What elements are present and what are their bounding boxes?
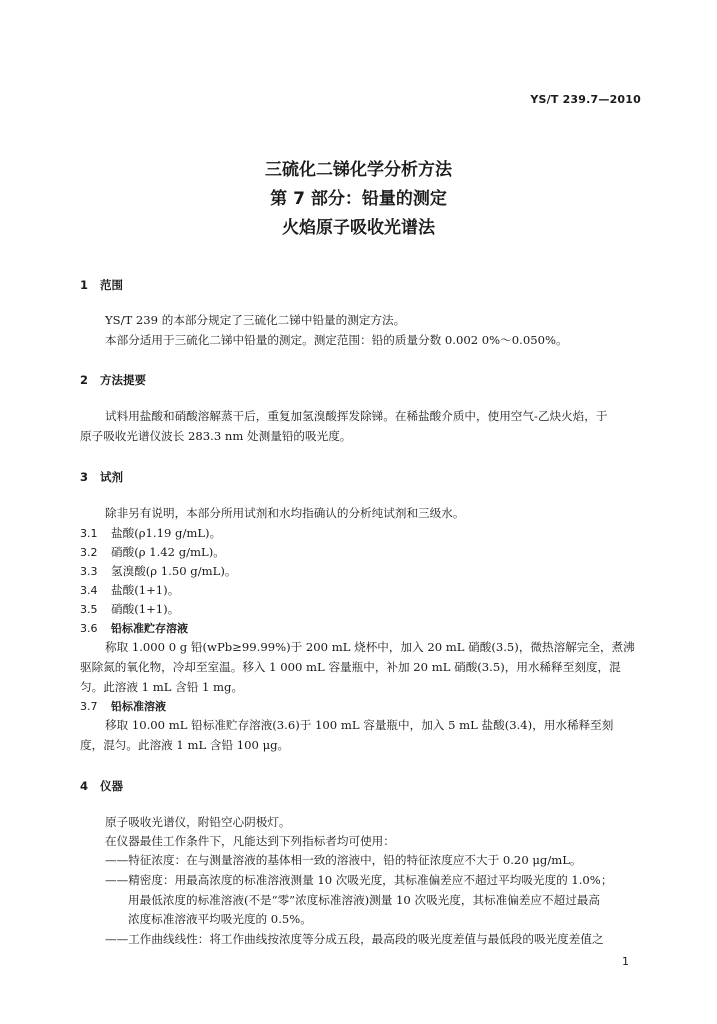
item-number: 3.3 xyxy=(80,565,98,578)
section-4-bullet-1: ——特征浓度：在与测量溶液的基体相一致的溶液中，铅的特征浓度应不大于 0.20 μg/mL。 xyxy=(105,853,582,867)
reagent-item xyxy=(80,563,236,580)
item-3-6-line-2: 驱除氮的氧化物，冷却至室温。移入 1 000 mL 容量瓶中，补加 20 mL 硝酸(3.5)，用水稀释至刻度，混 xyxy=(80,660,621,674)
item-3-7-line-2: 度，混匀。此溶液 1 mL 含铅 100 μg。 xyxy=(80,738,290,752)
item-text: 硝酸(1+1)。 xyxy=(111,602,180,616)
item-text: 盐酸(1+1)。 xyxy=(111,583,180,597)
item-number: 3.5 xyxy=(80,603,98,616)
section-number: 1 xyxy=(80,278,89,292)
section-4-paragraph-1: 原子吸收光谱仪，附铅空心阴极灯。 xyxy=(105,815,291,829)
item-text: 氢溴酸(ρ 1.50 g/mL)。 xyxy=(111,564,237,578)
reagent-item xyxy=(80,601,179,618)
item-text: 硝酸(ρ 1.42 g/mL)。 xyxy=(111,545,225,559)
section-number: 4 xyxy=(80,779,89,793)
section-title: 范围 xyxy=(100,278,123,292)
section-3-heading xyxy=(80,469,123,485)
item-3-6-line-3: 匀。此溶液 1 mL 含铅 1 mg。 xyxy=(80,680,244,694)
section-1-heading xyxy=(80,277,123,293)
page-number: 1 xyxy=(622,955,629,968)
reagent-item xyxy=(80,582,179,599)
section-2-line-2: 原子吸收光谱仪波长 283.3 nm 处测量铅的吸光度。 xyxy=(80,429,352,443)
title-line-3: 火焰原子吸收光谱法 xyxy=(282,218,435,238)
section-4-heading xyxy=(80,778,123,794)
section-number: 2 xyxy=(80,373,89,387)
section-2-line-1: 试料用盐酸和硝酸溶解蒸干后，重复加氢溴酸挥发除锑。在稀盐酸介质中，使用空气-乙炔火焰，于 xyxy=(105,409,608,423)
item-number: 3.4 xyxy=(80,584,98,597)
title-line-1: 三硫化二锑化学分析方法 xyxy=(265,160,452,180)
section-3-intro: 除非另有说明，本部分所用试剂和水均指确认的分析纯试剂和三级水。 xyxy=(105,506,465,520)
section-title: 方法提要 xyxy=(100,373,146,387)
section-4-bullet-3: ——工作曲线线性：将工作曲线按浓度等分成五段，最高段的吸光度差值与最低段的吸光度差值之 xyxy=(105,932,604,946)
reagent-item xyxy=(80,544,225,561)
section-4-bullet-2-line-2: 用最低浓度的标准溶液(不是“零”浓度标准溶液)测量 10 次吸光度，其标准偏差应不超过最高 xyxy=(128,893,600,907)
item-3-7-line-1: 移取 10.00 mL 铅标准贮存溶液(3.6)于 100 mL 容量瓶中，加入 5 mL 盐酸(3.4)，用水稀释至刻 xyxy=(105,718,614,732)
section-number: 3 xyxy=(80,470,89,484)
item-number: 3.2 xyxy=(80,546,98,559)
reagent-item-heading xyxy=(80,698,166,715)
item-number: 3.7 xyxy=(80,700,98,713)
item-text: 盐酸(ρ1.19 g/mL)。 xyxy=(111,526,222,540)
section-4-paragraph-2: 在仪器最佳工作条件下，凡能达到下列指标者均可使用： xyxy=(105,834,395,848)
document-title xyxy=(0,156,717,243)
item-3-6-line-1: 称取 1.000 0 g 铅(wPb≥99.99%)于 200 mL 烧杯中，加入 20 mL 硝酸(3.5)，微热溶解完全，煮沸 xyxy=(105,640,635,654)
standard-code: YS/T 239.7—2010 xyxy=(530,93,641,106)
reagent-item-heading xyxy=(80,620,188,637)
title-line-2: 第 7 部分：铅量的测定 xyxy=(270,189,447,209)
section-2-heading xyxy=(80,372,146,388)
section-4-bullet-2-line-3: 浓度标准溶液平均吸光度的 0.5%。 xyxy=(128,912,312,926)
section-4-bullet-2-line-1: ——精密度：用最高浓度的标准溶液测量 10 次吸光度，其标准偏差应不超过平均吸光度的 1.0%； xyxy=(105,873,613,887)
item-number: 3.6 xyxy=(80,622,98,635)
item-text: 铅标准溶液 xyxy=(111,700,166,713)
item-number: 3.1 xyxy=(80,527,98,540)
section-1-paragraph-1: YS/T 239 的本部分规定了三硫化二锑中铅量的测定方法。 xyxy=(105,313,406,327)
item-text: 铅标准贮存溶液 xyxy=(111,622,188,635)
section-1-paragraph-2: 本部分适用于三硫化二锑中铅量的测定。测定范围：铅的质量分数 0.002 0%～0.050%。 xyxy=(105,333,568,347)
section-title: 仪器 xyxy=(100,779,123,793)
section-title: 试剂 xyxy=(100,470,123,484)
reagent-item xyxy=(80,525,221,542)
